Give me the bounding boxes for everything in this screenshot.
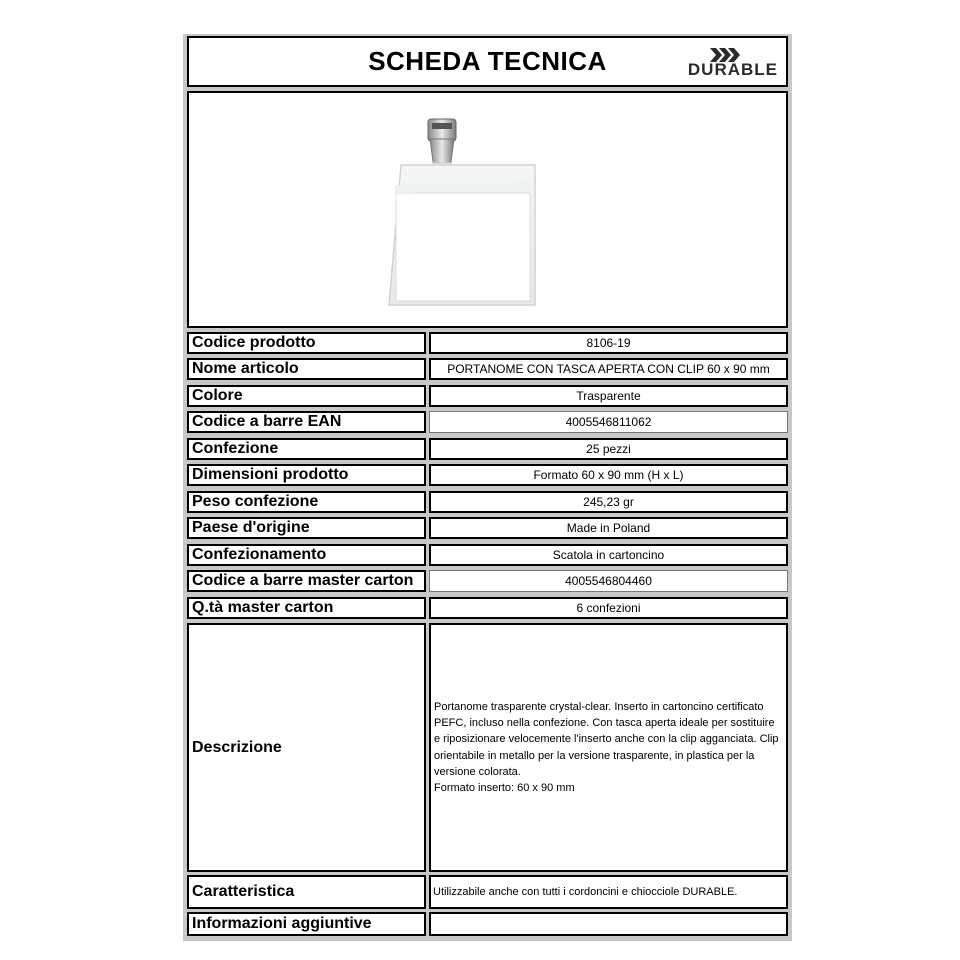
row-dimensioni-prodotto: [187, 464, 788, 486]
row-label: Paese d'origine: [187, 517, 426, 539]
description-value: [429, 623, 788, 872]
features-value: Utilizzabile anche con tutti i cordoncini e chiocciole DURABLE.: [429, 875, 788, 909]
row-confezione: [187, 438, 788, 460]
row-codice-prodotto: [187, 332, 788, 354]
row-informazioni-aggiuntive: [187, 912, 788, 936]
durable-logo: [658, 46, 778, 80]
row-paese-origine: [187, 517, 788, 539]
tech-sheet: [183, 34, 792, 941]
row-label: Dimensioni prodotto: [187, 464, 426, 486]
row-value: Made in Poland: [429, 517, 788, 539]
row-peso-confezione: [187, 491, 788, 513]
product-image: [189, 93, 786, 326]
row-value: Formato 60 x 90 mm (H x L): [429, 464, 788, 486]
description-label: Descrizione: [187, 623, 426, 872]
row-value: 4005546804460: [429, 570, 788, 592]
row-value: 8106-19: [429, 332, 788, 354]
row-value: PORTANOME CON TASCA APERTA CON CLIP 60 x 90 mm: [429, 358, 788, 380]
row-descrizione: [187, 623, 788, 872]
row-confezionamento: [187, 544, 788, 566]
description-text-block: [433, 699, 786, 796]
row-value: 25 pezzi: [429, 438, 788, 460]
row-value: Trasparente: [429, 385, 788, 407]
sheet-header: [187, 36, 788, 87]
row-label: Q.tà master carton: [187, 597, 426, 619]
sheet-title: SCHEDA TECNICA: [368, 46, 607, 76]
logo-text: DURABLE: [687, 60, 778, 79]
row-master-carton-qty: [187, 597, 788, 619]
row-label: Codice a barre EAN: [187, 411, 426, 433]
additional-value: [429, 912, 788, 936]
row-label: Confezione: [187, 438, 426, 460]
row-value: 6 confezioni: [429, 597, 788, 619]
row-label: Nome articolo: [187, 358, 426, 380]
row-label: Confezionamento: [187, 544, 426, 566]
row-nome-articolo: [187, 358, 788, 380]
row-master-carton-barcode: [187, 570, 788, 592]
additional-label: Informazioni aggiuntive: [187, 912, 426, 936]
row-label: Codice a barre master carton: [187, 570, 426, 592]
row-label: Peso confezione: [187, 491, 426, 513]
row-label: Colore: [187, 385, 426, 407]
row-value: 245,23 gr: [429, 491, 788, 513]
description-text: Portanome trasparente crystal-clear. Inserto in cartoncino certificato PEFC, incluso nella confezione. Con tasca aperta ideale per sostituire e riposizionare velocemente l'inserto anche con la clip agganciata. Clip orientabile in metallo per la versione trasparente, in plastica per la versione colorata.: [434, 700, 779, 778]
features-label: Caratteristica: [187, 875, 426, 909]
row-value: 4005546811062: [429, 411, 788, 433]
row-label: Codice prodotto: [187, 332, 426, 354]
row-codice-ean: [187, 411, 788, 433]
product-image-box: [187, 91, 788, 328]
row-caratteristica: [187, 875, 788, 909]
description-text-insert-size: Formato inserto: 60 x 90 mm: [434, 781, 575, 794]
row-colore: [187, 385, 788, 407]
row-value: Scatola in cartoncino: [429, 544, 788, 566]
